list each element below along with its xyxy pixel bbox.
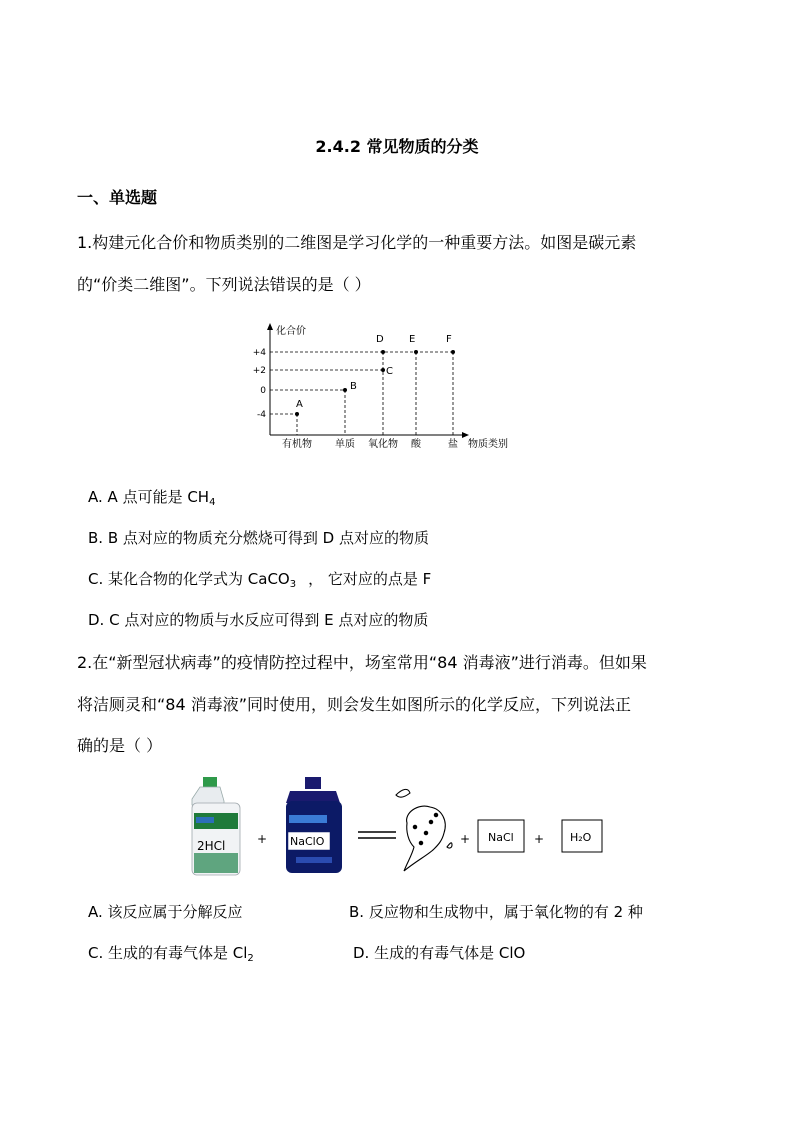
question-2-line-1: 2.在“新型冠状病毒”的疫情防控过程中，场室常用“84 消毒液”进行消毒。但如果 (77, 653, 647, 672)
y-tick-0: 0 (260, 386, 266, 396)
point-e (414, 350, 418, 354)
x-axis-label: 物质类别 (468, 439, 508, 450)
point-c (381, 368, 385, 372)
question-2-line-2: 将洁厕灵和“84 消毒液”同时使用，则会发生如图所示的化学反应，下列说法正 (77, 695, 632, 714)
question-2-line-3: 确的是（ ） (77, 736, 163, 755)
q1-option-a-text: A. A 点可能是 CH (88, 488, 210, 506)
product-nacl-label: NaCl (488, 831, 514, 844)
disinfectant-bottle (286, 777, 342, 873)
bottle-1-label: 2HCl (197, 839, 226, 853)
page-title: 2.4.2 常见物质的分类 (315, 137, 479, 156)
q1-option-c-text: C. 某化合物的化学式为 CaCO (88, 570, 290, 588)
reaction-figure (190, 775, 610, 880)
x-tick-salt: 盐 (448, 439, 458, 450)
y-axis-label: 化合价 (276, 326, 306, 337)
x-tick-oxide: 氧化物 (368, 439, 398, 450)
section-heading: 一、单选题 (77, 188, 158, 207)
y-tick-plus4: +4 (252, 348, 266, 358)
point-label-e: E (409, 334, 416, 345)
toilet-cleaner-bottle (192, 777, 240, 875)
q1-option-a (88, 487, 215, 507)
plus-2: + (460, 832, 471, 846)
valence-category-chart (250, 318, 520, 453)
x-tick-organic: 有机物 (282, 439, 312, 450)
y-tick-minus4: -4 (257, 410, 266, 420)
toxic-gas-cloud-icon (396, 789, 452, 871)
q1-option-d: D. C 点对应的物质与水反应可得到 E 点对应的物质 (88, 611, 429, 629)
q1-option-c (88, 569, 431, 589)
q2-option-a: A. 该反应属于分解反应 (88, 903, 243, 921)
point-label-c: C (386, 366, 393, 377)
q1-option-c-rest: ， 它对应的点是 F (308, 570, 432, 588)
q2-option-c-text: C. 生成的有毒气体是 Cl (88, 944, 248, 962)
question-1-line-2: 的“价类二维图”。下列说法错误的是（ ） (77, 275, 371, 294)
point-a (295, 412, 299, 416)
q2-option-c (88, 943, 254, 963)
q1-option-a-subscript: 4 (209, 497, 216, 508)
point-label-d: D (376, 334, 384, 345)
point-f (451, 350, 455, 354)
question-1-line-1: 1.构建元化合价和物质类别的二维图是学习化学的一种重要方法。如图是碳元素 (77, 233, 637, 252)
point-b (343, 388, 347, 392)
point-label-b: B (350, 381, 357, 392)
y-axis-arrow (267, 323, 273, 330)
point-label-f: F (446, 334, 452, 345)
plus-1: + (257, 832, 268, 846)
q2-option-c-subscript: 2 (247, 953, 254, 964)
q2-option-b: B. 反应物和生成物中，属于氧化物的有 2 种 (349, 903, 643, 921)
q1-option-c-subscript: 3 (289, 579, 297, 590)
x-tick-acid: 酸 (411, 439, 421, 450)
x-tick-element: 单质 (335, 439, 355, 450)
q1-option-b: B. B 点对应的物质充分燃烧可得到 D 点对应的物质 (88, 529, 429, 547)
x-axis-arrow (462, 432, 469, 438)
q2-option-d: D. 生成的有毒气体是 ClO (353, 944, 526, 962)
point-label-a: A (296, 399, 303, 410)
y-tick-plus2: +2 (252, 366, 266, 376)
bottle-2-label: NaClO (290, 835, 325, 848)
point-d (381, 350, 385, 354)
plus-3: + (534, 832, 545, 846)
product-h2o-label: H₂O (570, 831, 592, 844)
